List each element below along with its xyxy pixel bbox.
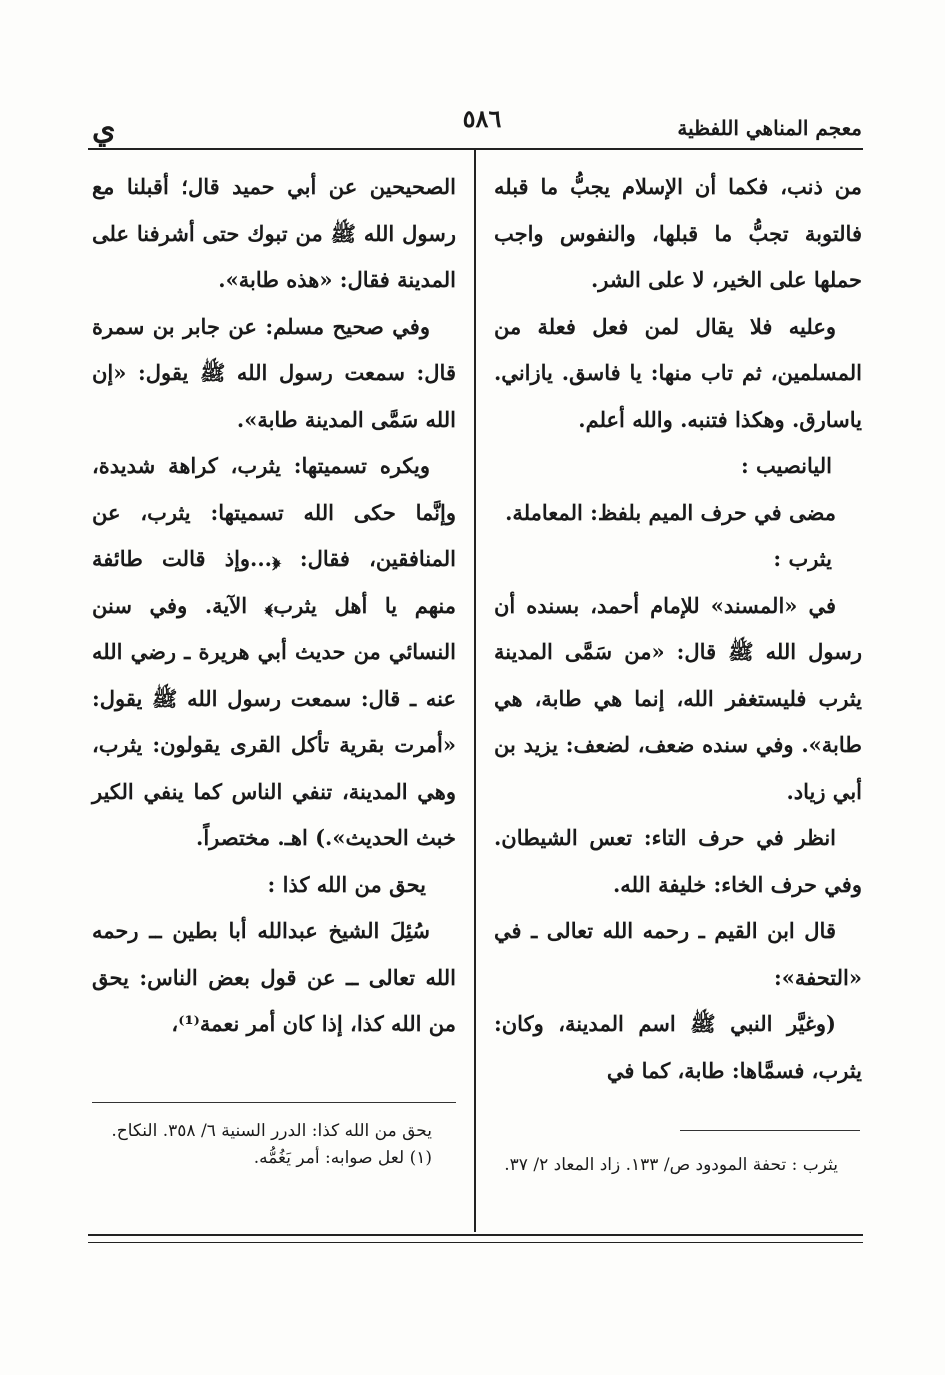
paragraph: ويكره تسميتها: يثرب، كراهة شديدة، وإنَّما حكى الله تسميتها: يثرب، عن المنافقين، فقال: ﴿...وإذ قالت طائفة منهم يا أهل يثرب﴾ الآية. وفي سنن النسائي من حديث أبي هريرة ـ رضي الله عنه ـ قال: سمعت رسول الله ﷺ يقول: «أمرت بقرية تأكل القرى يقولون: يثرب، وهي المدينة، تنفي الناس كما ينفي الكير خبث الحديث».) اهـ. مختصراً.	[92, 453, 456, 850]
page-number: ٥٨٦	[462, 104, 502, 133]
column-divider	[474, 150, 476, 1232]
right-footnote-rule	[680, 1130, 860, 1131]
footnote: (١) لعل صوابه: أمر يَغُمُّه.	[253, 1148, 432, 1168]
paragraph: من ذنب، فكما أن الإسلام يجبُّ ما قبله فالتوبة تجبُّ ما قبلها، والنفوس واجب حملها على الخير، لا على الشر.	[494, 174, 862, 292]
paragraph: اليانصيب :	[740, 453, 832, 478]
bottom-rule-1	[88, 1234, 863, 1236]
left-footnote-rule	[92, 1102, 456, 1103]
footnote: يثرب : تحفة المودود ص/ ١٣٣. زاد المعاد ٢/ ٣٧.	[504, 1155, 838, 1175]
paragraph: قال ابن القيم ـ رحمه الله تعالى ـ في «التحفة»:	[494, 918, 862, 990]
paragraph: وعليه فلا يقال لمن فعل فعلة من المسلمين، ثم تاب منها: يا فاسق. يازاني. ياسارق. وهكذا فتنبه. والله أعلم.	[494, 313, 862, 432]
paragraph: وفي صحيح مسلم: عن جابر بن سمرة قال: سمعت رسول الله ﷺ يقول: «إن الله سَمَّى المدينة طابة».	[92, 313, 456, 432]
paragraph: يحق من الله كذا :	[267, 871, 426, 897]
paragraph: سُئِلَ الشيخ عبدالله أبا بطين ــ رحمه الله تعالى ــ عن قول بعض الناس: يحق من الله كذا، إذا كان أمر نعمة⁽¹⁾،	[92, 918, 456, 1036]
paragraph: (وغيَّر النبي ﷺ اسم المدينة، وكان: يثرب، فسمَّاها: طابة، كما في	[494, 1011, 862, 1083]
paragraph: مضى في حرف الميم بلفظ: المعاملة.	[505, 499, 836, 525]
left-footnotes	[92, 1118, 456, 1172]
footnote: يحق من الله كذا: الدرر السنية ٦/ ٣٥٨. النكاح.	[111, 1121, 432, 1141]
right-footnotes	[494, 1152, 862, 1179]
paragraph: في «المسند» للإمام أحمد، بسنده أن رسول الله ﷺ قال: «من سَمَّى المدينة يثرب فليستغفر الله، إنما هي طابة، هي طابة». وفي سنده ضعف، لضعف: يزيد بن أبي زياد.	[494, 592, 862, 804]
paragraph: يثرب :	[773, 546, 832, 571]
bottom-rule-2	[88, 1242, 863, 1243]
paragraph: الصحيحين عن أبي حميد قال؛ أقبلنا مع رسول الله ﷺ من تبوك حتى أشرفنا على المدينة فقال: «هذه طابة».	[92, 174, 456, 292]
right-column	[494, 164, 862, 1094]
paragraph: انظر في حرف التاء: تعس الشيطان. وفي حرف الخاء: خليفة الله.	[494, 825, 862, 897]
left-column	[92, 164, 456, 1048]
section-letter: ي	[92, 112, 116, 147]
book-title: معجم المناهي اللفظية	[677, 116, 862, 140]
page-header	[92, 100, 862, 146]
